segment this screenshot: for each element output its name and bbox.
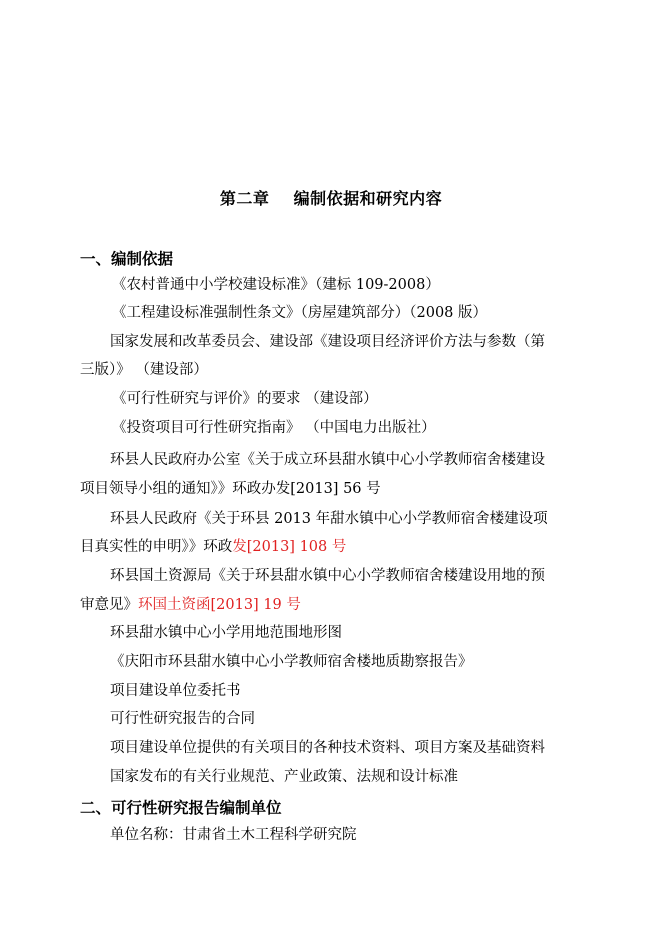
land-preapproval-doc-number: 环国土资函[2013] 19 号 [138, 597, 301, 613]
basis-item-land-preapproval-cont [80, 595, 301, 615]
compiler-unit-name: 单位名称：甘肃省土木工程科学研究院 [110, 827, 357, 843]
basis-item-economic-evaluation: 国家发展和改革委员会、建设部《建设项目经济评价方法与参数（第 [110, 334, 545, 350]
basis-item-mandatory-provisions: 《工程建设标准强制性条文》（房屋建筑部分）（2008 版） [112, 305, 488, 321]
basis-item-economic-evaluation-cont: 三版）》 （建设部） [80, 362, 208, 378]
land-preapproval-text: 审意见》 [80, 597, 138, 613]
basis-item-investment-guide: 《投资项目可行性研究指南》 （中国电力出版社） [112, 420, 436, 436]
basis-item-technical-materials: 项目建设单位提供的有关项目的各种技术资料、项目方案及基础资料 [110, 740, 545, 756]
section-heading-compiler: 二、可行性研究报告编制单位 [80, 798, 282, 817]
basis-item-national-standards: 国家发布的有关行业规范、产业政策、法规和设计标准 [110, 769, 458, 785]
basis-item-land-preapproval: 环县国土资源局《关于环县甜水镇中心小学教师宿舍楼建设用地的预 [110, 568, 545, 584]
basis-item-leading-group-notice-cont: 项目领导小组的通知》》环政办发[2013] 56 号 [80, 481, 381, 497]
chapter-title: 第二章 编制依据和研究内容 [219, 189, 443, 208]
basis-item-contract: 可行性研究报告的合同 [110, 711, 255, 727]
basis-item-feasibility-evaluation: 《可行性研究与评价》的要求 （建设部） [112, 391, 378, 407]
basis-item-authenticity-statement: 环县人民政府《关于环县 2013 年甜水镇中心小学教师宿舍楼建设项 [110, 511, 548, 527]
basis-item-leading-group-notice: 环县人民政府办公室《关于成立环县甜水镇中心小学教师宿舍楼建设 [110, 452, 545, 468]
basis-item-topographic-map: 环县甜水镇中心小学用地范围地形图 [110, 625, 342, 641]
basis-item-geological-report: 《庆阳市环县甜水镇中心小学教师宿舍楼地质勘察报告》 [110, 654, 473, 670]
basis-item-authenticity-statement-cont [80, 537, 346, 557]
basis-item-entrustment: 项目建设单位委托书 [110, 683, 241, 699]
section-heading-basis: 一、编制依据 [80, 249, 174, 268]
authenticity-statement-text: 目真实性的申明》》环政 [80, 539, 233, 555]
basis-item-standard: 《农村普通中小学校建设标准》（建标 109-2008） [112, 277, 440, 293]
authenticity-statement-doc-number: 发[2013] 108 号 [232, 539, 347, 555]
